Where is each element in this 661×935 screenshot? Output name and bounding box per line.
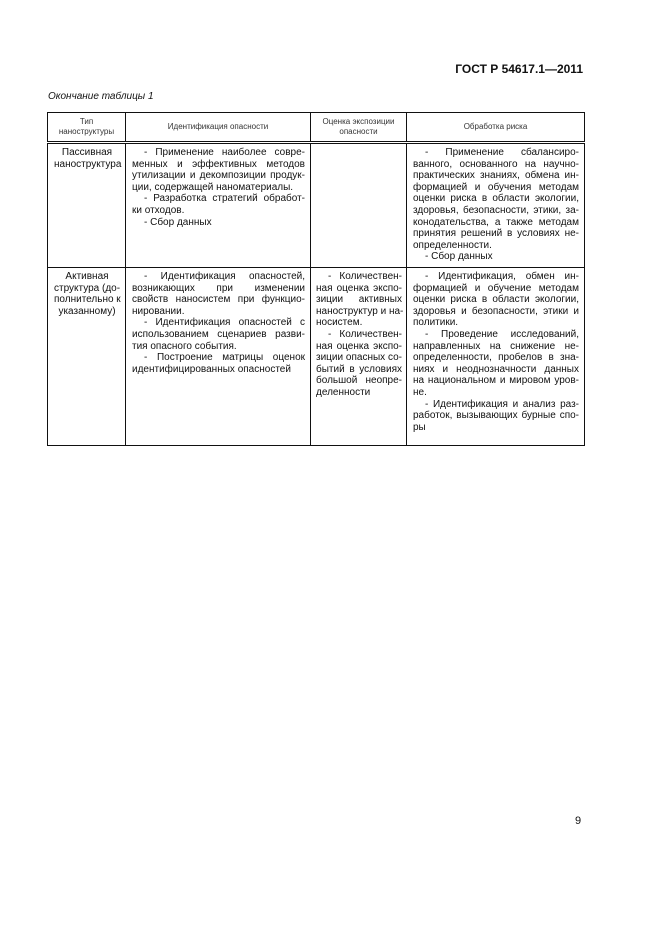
cell-identification: [126, 143, 311, 268]
text-line: ры: [413, 421, 426, 433]
text-line: на национальном и мировом уров-: [413, 375, 579, 387]
text-line: Активная: [65, 271, 109, 282]
text-line: оценки риска в области экологии,: [413, 193, 579, 205]
cell-treatment: [407, 268, 585, 446]
text-line: - Сбор данных: [425, 251, 493, 263]
text-line: определенности.: [413, 239, 492, 251]
column-header-exposure: Оценка экспозиции опасности: [311, 113, 407, 143]
text-line: - Применение наиболее совре-: [144, 147, 305, 158]
text-line: использованием сценариев разви-: [132, 328, 305, 340]
text-line: носистем.: [316, 317, 363, 329]
text-line: здоровья и безопасности, этики и: [413, 305, 579, 317]
cell-type: [48, 143, 126, 268]
page-number: 9: [575, 815, 582, 827]
standard-number: ГОСТ Р 54617.1—2011: [455, 62, 583, 76]
column-header-type: Тип наноструктуры: [48, 113, 126, 143]
text-line: ванного, основанного на научно-: [413, 158, 579, 170]
text-line: возникающих при изменении: [132, 282, 305, 294]
text-line: работок, вызывающих бурные спо-: [413, 410, 579, 422]
text-line: формацией и обучение методам: [413, 282, 579, 294]
text-line: менных и эффективных методов: [132, 158, 305, 170]
text-line: ная оценка экспо-: [316, 340, 402, 352]
text-line: зиции активных: [316, 294, 402, 306]
text-line: ции, содержащей наноматериалы.: [132, 181, 294, 193]
cell-exposure: [311, 268, 407, 446]
text-line: оценки риска в области экологии,: [413, 294, 579, 306]
text-line: Пассивная: [61, 147, 113, 158]
cell-identification: [126, 268, 311, 446]
text-line: тия опасного события.: [132, 340, 237, 352]
text-line: ки отходов.: [132, 204, 185, 216]
text-line: утилизации и декомпозиции продук-: [132, 170, 305, 182]
text-line: конодательства, а также методам: [413, 216, 579, 228]
text-line: - Количествен-: [328, 328, 402, 340]
text-line: полнительно к: [54, 294, 121, 306]
text-line: - Идентификация, обмен ин-: [425, 271, 579, 282]
text-line: принятия решений в условиях не-: [413, 228, 579, 240]
text-line: - Идентификация опасностей с: [144, 317, 305, 329]
text-line: нировании.: [132, 305, 185, 317]
text-line: бытий в условиях: [316, 363, 402, 375]
text-line: - Построение матрицы оценок: [144, 352, 305, 364]
text-line: указанному): [58, 305, 116, 317]
cell-exposure: [311, 143, 407, 268]
table-row: [48, 143, 585, 268]
text-line: свойств наносистем при функцио-: [132, 294, 305, 306]
text-line: - Идентификация и анализ раз-: [425, 398, 579, 410]
text-line: формацией и обучения методам: [413, 181, 579, 193]
table-caption: Окончание таблицы 1: [48, 91, 154, 102]
text-line: большой неопре-: [316, 375, 402, 387]
text-line: - Применение сбалансиро-: [425, 147, 579, 158]
text-line: - Сбор данных: [144, 216, 212, 228]
text-line: - Количествен-: [328, 271, 402, 282]
text-line: направленных на снижение не-: [413, 340, 579, 352]
text-line: не.: [413, 386, 427, 398]
text-line: наноструктура: [54, 158, 122, 170]
text-line: наноструктур и на-: [316, 305, 404, 317]
text-line: - Идентификация опасностей,: [144, 271, 305, 282]
column-header-treatment: Обработка риска: [407, 113, 585, 143]
text-line: - Разработка стратегий обработ-: [144, 193, 305, 205]
text-line: идентифицированных опасностей: [132, 363, 291, 375]
text-line: здоровья, безопасности, этики, за-: [413, 204, 579, 216]
text-line: ная оценка экспо-: [316, 282, 402, 294]
table-header-row: [48, 113, 585, 143]
text-line: деленности: [316, 386, 371, 398]
cell-type: [48, 268, 126, 446]
table-row: [48, 268, 585, 446]
text-line: - Проведение исследований,: [425, 328, 579, 340]
text-line: политики.: [413, 317, 459, 329]
text-line: практических знаниях, обмена ин-: [413, 170, 579, 182]
text-line: ниях и неоднозначности данных: [413, 363, 579, 375]
text-line: зиции опасных со-: [316, 352, 402, 364]
hazard-table: [47, 112, 585, 446]
text-line: определенности, пробелов в зна-: [413, 352, 579, 364]
cell-treatment: [407, 143, 585, 268]
text-line: структура (до-: [54, 282, 121, 294]
column-header-identification: Идентификация опасности: [126, 113, 311, 143]
